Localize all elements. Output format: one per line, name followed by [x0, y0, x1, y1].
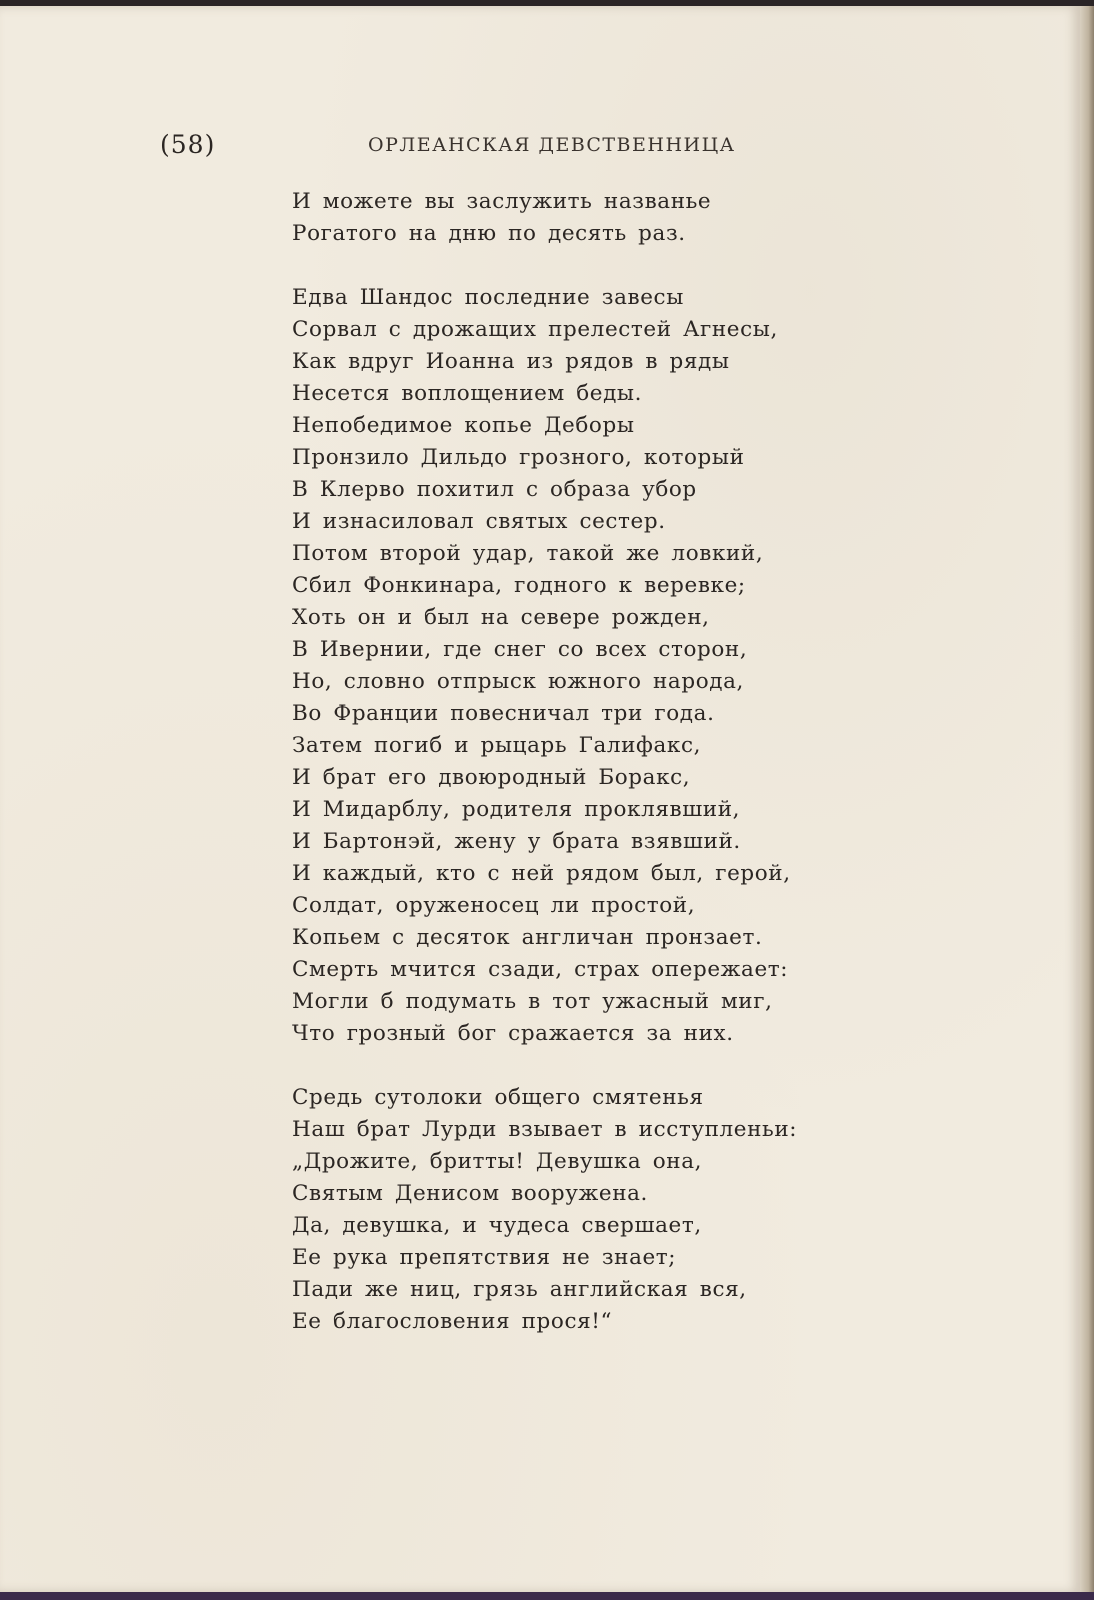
- page-edge: [1080, 6, 1094, 1592]
- poem-line: Едва Шандос последние завесы: [292, 285, 684, 310]
- poem-line: Пронзило Дильдо грозного, который: [292, 445, 745, 470]
- poem-line: Сорвал с дрожащих прелестей Агнесы,: [292, 317, 778, 342]
- poem-line: Да, девушка, и чудеса свершает,: [292, 1213, 702, 1238]
- poem-line: Потом второй удар, такой же ловкий,: [292, 541, 764, 566]
- poem-line: Непобедимое копье Деборы: [292, 413, 635, 438]
- stanza: [292, 1082, 852, 1338]
- page-header: [160, 130, 760, 164]
- poem-line: Но, словно отпрыск южного народа,: [292, 669, 744, 694]
- poem-line: Сбил Фонкинара, годного к веревке;: [292, 573, 746, 598]
- poem-line: Что грозный бог сражается за них.: [292, 1021, 734, 1046]
- poem-line: Хоть он и был на севере рожден,: [292, 605, 710, 630]
- poem-line: Ее рука препятствия не знает;: [292, 1245, 677, 1270]
- stanza: [292, 186, 852, 250]
- poem-line: В Ивернии, где снег со всех сторон,: [292, 637, 748, 662]
- poem-line: Средь сутолоки общего смятенья: [292, 1085, 704, 1110]
- poem-line: И можете вы заслужить названье: [292, 189, 712, 214]
- poem-line: Пади же ниц, грязь английская вся,: [292, 1277, 747, 1302]
- running-title: ОРЛЕАНСКАЯ ДЕВСТВЕННИЦА: [368, 134, 736, 156]
- page-number: (58): [160, 130, 216, 159]
- poem-line: Как вдруг Иоанна из рядов в ряды: [292, 349, 730, 374]
- poem-line: Рогатого на дню по десять раз.: [292, 221, 686, 246]
- book-page: [0, 6, 1080, 1592]
- poem-line: Затем погиб и рыцарь Галифакс,: [292, 733, 702, 758]
- poem-line: И Бартонэй, жену у брата взявший.: [292, 829, 741, 854]
- poem-line: Смерть мчится сзади, страх опережает:: [292, 957, 789, 982]
- poem-text: [292, 186, 852, 1338]
- poem-line: Могли б подумать в тот ужасный миг,: [292, 989, 773, 1014]
- poem-line: И каждый, кто с ней рядом был, герой,: [292, 861, 791, 886]
- poem-line: Наш брат Лурди взывает в исступленьи:: [292, 1117, 798, 1142]
- poem-line: И Мидарблу, родителя проклявший,: [292, 797, 741, 822]
- poem-line: Ее благословения прося!“: [292, 1309, 613, 1334]
- poem-line: В Клерво похитил с образа убор: [292, 477, 697, 502]
- cover-strip: [0, 1592, 1094, 1600]
- poem-line: Солдат, оруженосец ли простой,: [292, 893, 696, 918]
- poem-line: И изнасиловал святых сестер.: [292, 509, 666, 534]
- poem-line: „Дрожите, бритты! Девушка она,: [292, 1149, 703, 1174]
- poem-line: Копьем с десяток англичан пронзает.: [292, 925, 763, 950]
- poem-line: Несется воплощением беды.: [292, 381, 643, 406]
- stanza: [292, 282, 852, 1050]
- poem-line: Святым Денисом вооружена.: [292, 1181, 648, 1206]
- poem-line: Во Франции повесничал три года.: [292, 701, 715, 726]
- poem-line: И брат его двоюродный Боракс,: [292, 765, 691, 790]
